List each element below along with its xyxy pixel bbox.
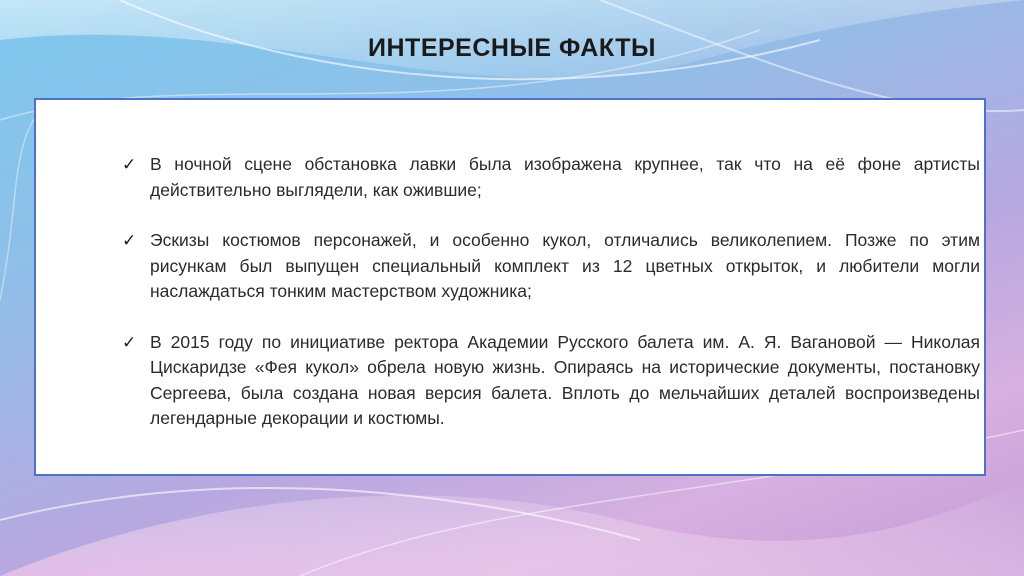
checkmark-icon: ✓	[122, 155, 137, 174]
fact-text: В 2015 году по инициативе ректора Академии Русского балета им. А. Я. Вагановой — Николая Цискаридзе «Фея кукол» обрела новую жизнь. Опираясь на исторические документы, постановку Сергеева, была создана новая версия балета. Вплоть до мельчайших деталей воспроизведены легендарные декорации и костюмы.	[150, 331, 980, 428]
fact-item	[122, 152, 980, 203]
fact-text: В ночной сцене обстановка лавки была изображена крупнее, так что на её фоне артисты действительно выглядели, как ожившие;	[150, 154, 980, 200]
facts-panel	[34, 98, 986, 476]
facts-list	[122, 152, 980, 457]
checkmark-icon: ✓	[122, 332, 137, 352]
fact-item	[122, 228, 980, 305]
fact-item	[122, 330, 980, 432]
slide-title: ИНТЕРЕСНЫЕ ФАКТЫ	[368, 34, 656, 62]
checkmark-icon: ✓	[122, 231, 137, 250]
fact-text: Эскизы костюмов персонажей, и особенно кукол, отличались великолепием. Позже по этим рисункам был выпущен специальный комплект из 12 цветных открыток, и любители могли наслаждаться тонким мастерством художника;	[150, 230, 980, 301]
